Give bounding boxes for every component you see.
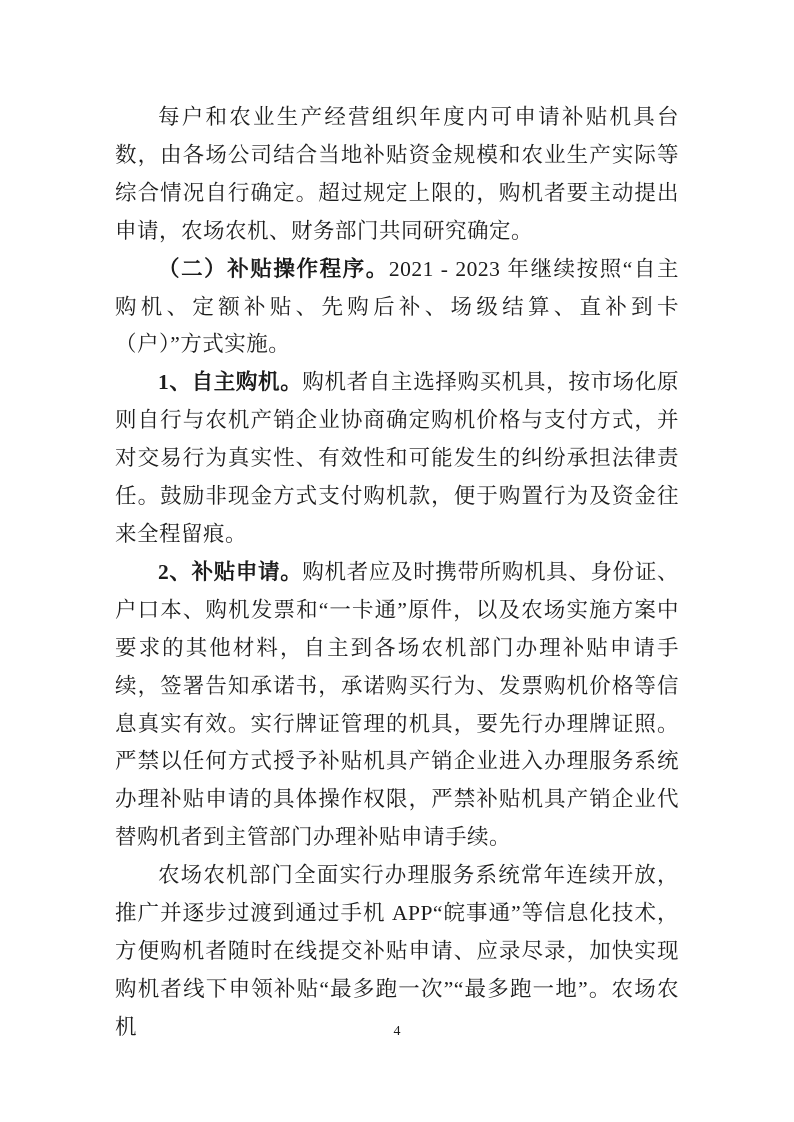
paragraph xyxy=(115,554,679,857)
paragraph-text: 农场农机部门全面实行办理服务系统常年连续开放，推广并逐步过渡到通过手机 APP“皖事通”等信息化技术，方便购机者随时在线提交补贴申请、应录尽录，加快实现购机者线下申领补贴“最多跑一次”“最多跑一地”。农场农机 xyxy=(115,863,679,1039)
page-number: 4 xyxy=(393,1024,401,1039)
paragraph-lead-bold: （二）补贴操作程序。 xyxy=(158,256,389,281)
paragraph-text: 每户和农业生产经营组织年度内可申请补贴机具台数，由各场公司结合当地补贴资金规模和农业生产实际等综合情况自行确定。超过规定上限的，购机者要主动提出申请，农场农机、财务部门共同研究确定。 xyxy=(115,105,679,243)
paragraph xyxy=(115,364,679,554)
page-footer xyxy=(0,1022,794,1040)
paragraph xyxy=(115,857,679,1047)
paragraph-lead-bold: 1、自主购机。 xyxy=(158,370,303,395)
document-body xyxy=(115,99,679,1047)
paragraph-text: 购机者自主选择购买机具，按市场化原则自行与农机产销企业协商确定购机价格与支付方式，并对交易行为真实性、有效性和可能发生的纠纷承担法律责任。鼓励非现金方式支付购机款，便于购置行为及资金往来全程留痕。 xyxy=(115,370,679,546)
paragraph-text: 2021 - 2023 年继续按照“自主购机、定额补贴、先购后补、场级结算、直补到卡（户）”方式实施。 xyxy=(115,256,680,357)
paragraph-text: 购机者应及时携带所购机具、身份证、户口本、购机发票和“一卡通”原件，以及农场实施方案中要求的其他材料，自主到各场农机部门办理补贴申请手续，签署告知承诺书，承诺购买行为、发票购机价格等信息真实有效。实行牌证管理的机具，要先行办理牌证照。严禁以任何方式授予补贴机具产销企业进入办理服务系统办理补贴申请的具体操作权限，严禁补贴机具产销企业代替购机者到主管部门办理补贴申请手续。 xyxy=(115,559,679,850)
paragraph xyxy=(115,251,679,365)
paragraph xyxy=(115,99,679,251)
paragraph-lead-bold: 2、补贴申请。 xyxy=(158,559,303,584)
